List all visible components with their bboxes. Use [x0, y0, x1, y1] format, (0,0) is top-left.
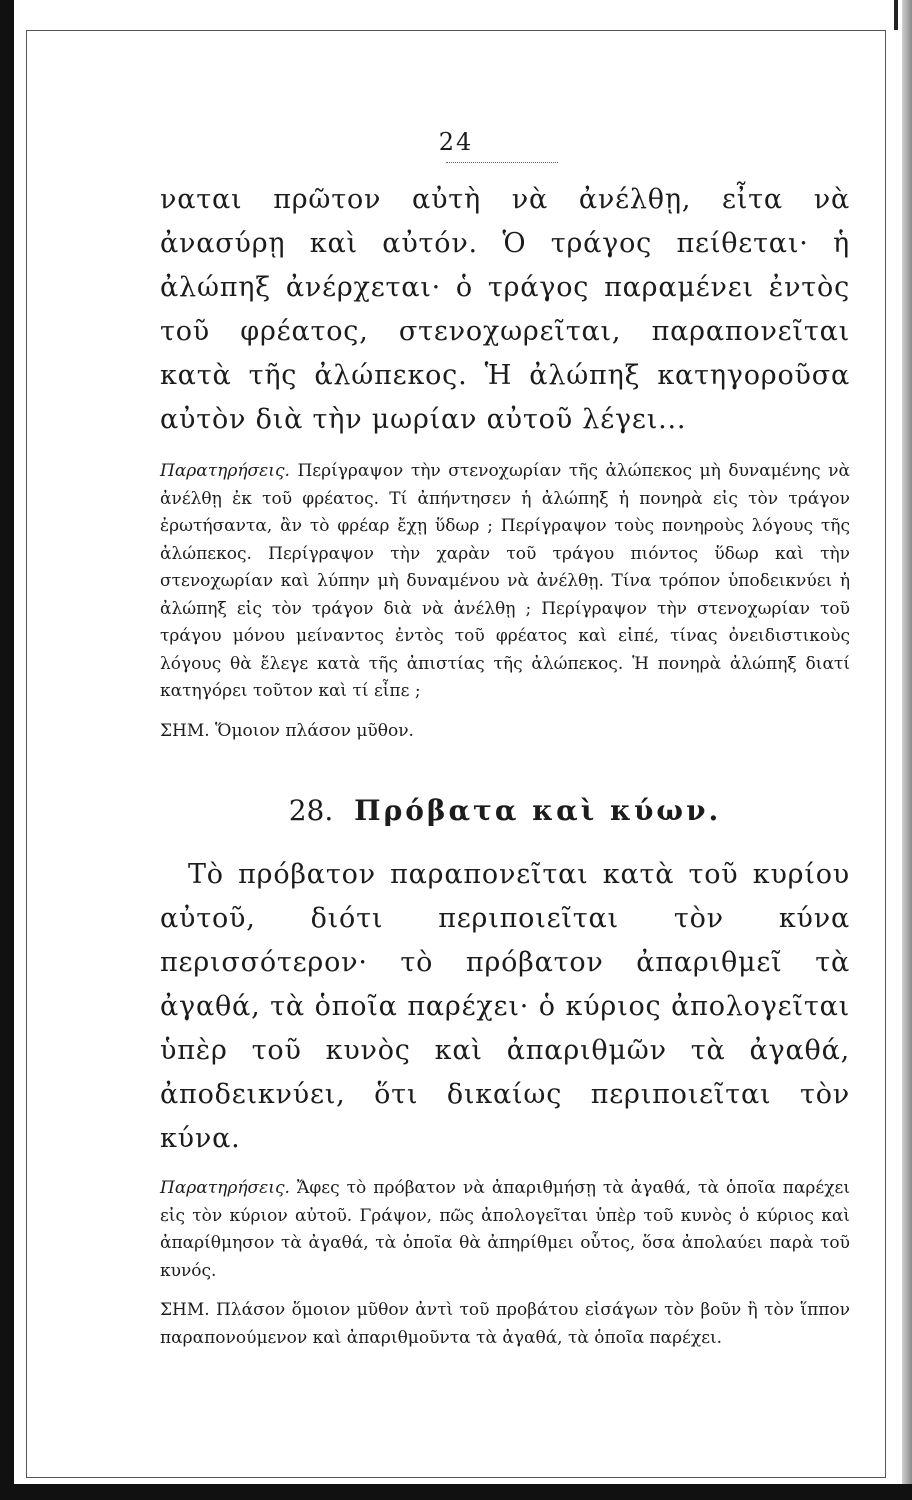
section-notes-label: Παρατηρήσεις.: [160, 1178, 290, 1198]
scan-edge-right: [902, 0, 912, 1500]
fable-remark: ΣΗΜ. Ὅμοιον πλάσον μῦθον.: [160, 720, 414, 741]
section-paragraph: Τὸ πρόβατον παραπονεῖται κατὰ τοῦ κυρίου αὐτοῦ, διότι περιποιεῖται τὸν κύνα περισσότερον· τὸ πρόβατον ἀπαριθμεῖ τὰ ἀγαθά, τὰ ὁποῖα παρέχει· ὁ κύριος ἀπολογεῖται ὑπὲρ τοῦ κυνὸς καὶ ἀπαριθμῶν τὰ ἀγαθά, ἀποδεικνύει, ὅτι δικαίως περιποιεῖται τὸν κύνα.: [160, 859, 850, 1154]
page-content: [160, 178, 850, 1352]
page-number: 24: [438, 128, 474, 156]
notes-label: Παρατηρήσεις.: [160, 461, 290, 481]
section-title: Πρόβατα καὶ κύων.: [354, 794, 722, 827]
page-number-rule: [446, 162, 558, 163]
fable-continuation-paragraph: ναται πρῶτον αὐτὴ νὰ ἀνέλθῃ, εἶτα νὰ ἀνασύρῃ καὶ αὐτόν. Ὁ τράγος πείθεται· ἡ ἀλώπηξ ἀνέρχεται· ὁ τράγος παραμένει ἐντὸς τοῦ φρέατος, στενοχωρεῖται, παραπονεῖται κατὰ τῆς ἀλώπεκος. Ἡ ἀλώπηξ κατηγοροῦσα αὐτὸν διὰ τὴν μωρίαν αὐτοῦ λέγει...: [160, 184, 850, 435]
notes-text: Περίγραψον τὴν στενοχωρίαν τῆς ἀλώπεκος μὴ δυναμένης νὰ ἀνέλθῃ ἐκ τοῦ φρέατος. Τί ἀπήντησεν ἡ ἀλώπηξ ἡ πονηρὰ εἰς τὸν τράγον ἐρωτήσαντα, ἂν τὸ φρέαρ ἔχῃ ὕδωρ ; Περίγραψον τοὺς πονηροὺς λόγους τῆς ἀλώπεκος. Περίγραψον τὴν χαρὰν τοῦ τράγου πιόντος ὕδωρ καὶ τὴν στενοχωρίαν καὶ λύπην μὴ δυναμένου νὰ ἀνέλθῃ. Τίνα τρόπον ὑποδεικνύει ἡ ἀλώπηξ εἰς τὸν τράγον διὰ νὰ ἀνέλθῃ ; Περίγραψον τὴν στενοχωρίαν τοῦ τράγου μόνου μείναντος ἐντὸς τοῦ φρέατος καὶ εἰπέ, τίνας ὀνειδιστικοὺς λόγους θὰ ἔλεγε κατὰ τῆς ἀπιστίας τῆς ἀλώπεκος. Ἡ πονηρὰ ἀλώπηξ διατί κατηγόρει τοῦτον καὶ τί εἶπε ;: [160, 461, 850, 701]
section-notes: [160, 1175, 850, 1285]
scan-edge-left: [0, 0, 14, 1500]
section-number: 28.: [288, 794, 334, 827]
section-heading: [160, 791, 850, 831]
scan-corner-mark: [894, 0, 898, 30]
section-notes-text: Ἄφες τὸ πρόβατον νὰ ἀπαριθμήσῃ τὰ ἀγαθά, τὰ ὁποῖα παρέχει εἰς τὸν κύριον αὐτοῦ. Γράψον, πῶς ἀπολογεῖται ὑπὲρ τοῦ κυνὸς ὁ κύριος καὶ ἀπαρίθμησον τὰ ἀγαθά, τὰ ὁποῖα θὰ ἀπηρίθμει οὗτος, ὅσα ἀπολαύει παρὰ τοῦ κυνός.: [160, 1178, 851, 1281]
fable-notes: [160, 458, 850, 706]
section-remark: ΣΗΜ. Πλάσον ὅμοιον μῦθον ἀντὶ τοῦ προβάτου εἰσάγων τὸν βοῦν ἢ τὸν ἵππον παραπονούμενον καὶ ἀπαριθμοῦντα τὰ ἀγαθά, τὰ ὁποῖα παρέχει.: [160, 1300, 850, 1348]
scan-edge-bottom: [0, 1484, 912, 1500]
